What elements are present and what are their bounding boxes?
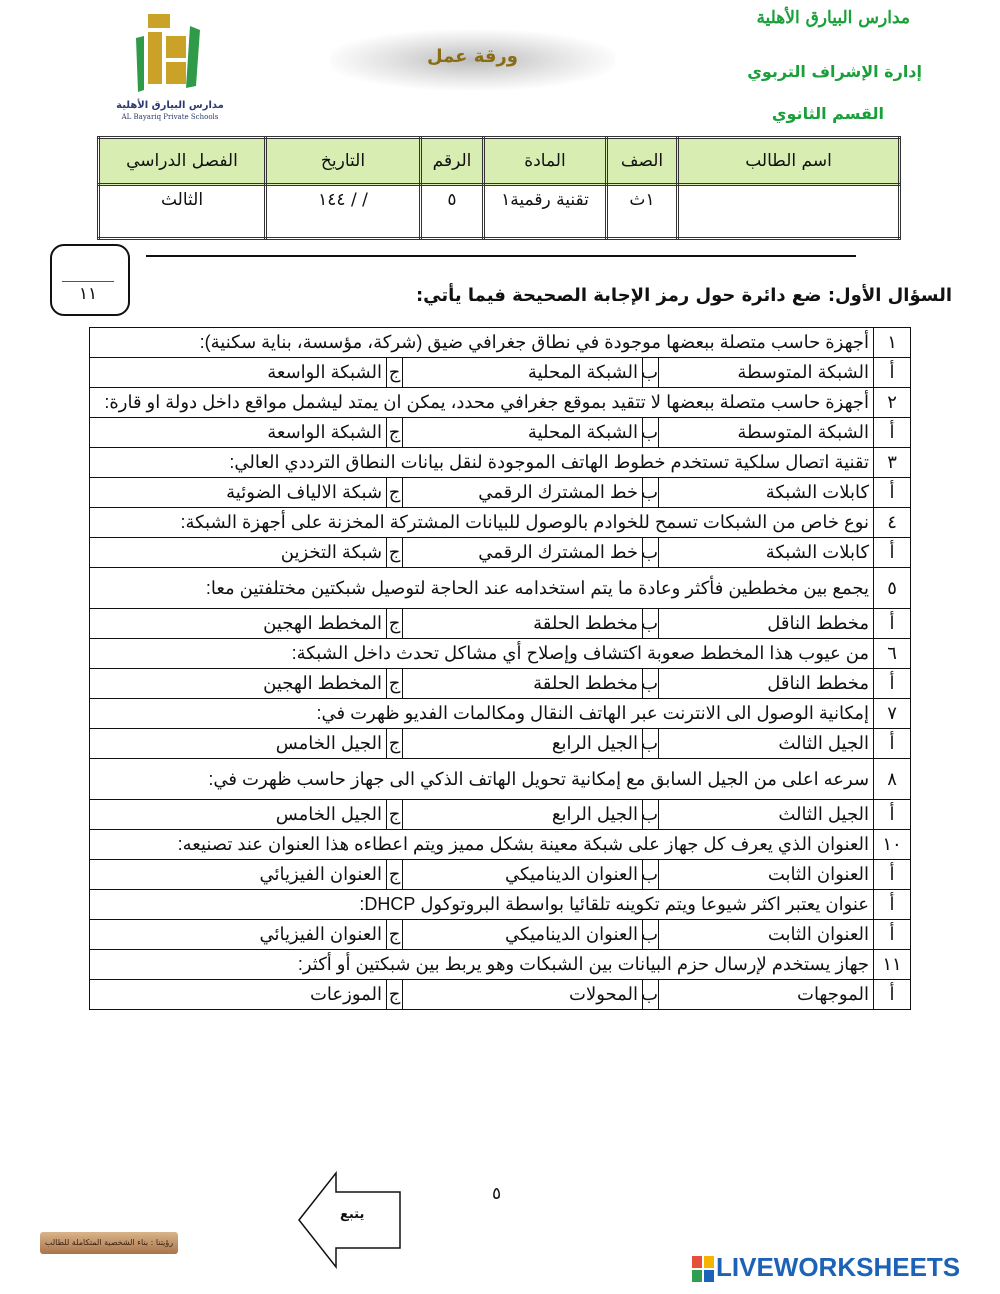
sheet-title: ورقة عمل [427,46,518,67]
next-label[interactable]: يتبع [340,1207,365,1222]
option-letter[interactable]: أ [874,860,911,890]
score-divider [62,281,114,282]
logo-english-text: AL Bayariq Private Schools [121,113,219,121]
question-stem: يجمع بين مخططين فأكثر وعادة ما يتم استخدامه عند الحاجة لتوصيل شبكتين مختلفتين معا: [90,568,874,609]
logo-arabic-text: مدارس البيارق الأهلية [116,100,224,111]
option-text[interactable]: الشبكة الواسعة [90,418,387,448]
question-number: ٤ [874,508,911,538]
option-letter[interactable]: ب [643,669,659,699]
option-text[interactable]: مخطط الحلقة [403,609,643,639]
option-letter[interactable]: أ [874,729,911,759]
option-text[interactable]: الشبكة المتوسطة [659,418,874,448]
question-row [90,448,911,478]
question-number: ٦ [874,639,911,669]
question-stem: أجهزة حاسب متصلة ببعضها موجودة في نطاق جغرافي ضيق (شركة، مؤسسة، بناية سكنية): [90,328,874,358]
question-stem: من عيوب هذا المخطط صعوبة اكتشاف وإصلاح أي مشاكل تحدث داخل الشبكة: [90,639,874,669]
option-letter[interactable]: ج [387,418,403,448]
option-letter[interactable]: ج [387,980,403,1010]
option-letter[interactable]: ب [643,609,659,639]
option-letter[interactable]: أ [874,609,911,639]
option-letter[interactable]: أ [874,800,911,830]
option-letter[interactable]: ج [387,800,403,830]
question-stem: أجهزة حاسب متصلة ببعضها لا تتقيد بموقع جغرافي محدد، يمكن ان يمتد ليشمل مواقع داخل دولة او قارة: [90,388,874,418]
option-letter[interactable]: ب [643,358,659,388]
question-number: ٧ [874,699,911,729]
option-letter[interactable]: ج [387,538,403,568]
question-stem: جهاز يستخدم لإرسال حزم البيانات بين الشبكات وهو يربط بين شبكتين أو أكثر: [90,950,874,980]
question-stem: العنوان الذي يعرف كل جهاز على شبكة معينة بشكل مميز ويتم اعطاءه هذا العنوان عند تصنيعه: [90,830,874,860]
info-header-subject: المادة [484,138,607,185]
option-text[interactable]: الشبكة المحلية [403,358,643,388]
question-number: ٨ [874,759,911,800]
option-text[interactable]: الموجهات [659,980,874,1010]
option-text[interactable]: الجيل الخامس [90,729,387,759]
option-text[interactable]: كابلات الشبكة [659,478,874,508]
info-value-student-name[interactable] [678,185,900,239]
section-name: القسم الثانوي [771,104,884,123]
question-number: ١٠ [874,830,911,860]
question-row [90,699,911,729]
department-name: إدارة الإشراف التربوي [747,62,922,81]
option-text[interactable]: الجيل الرابع [403,800,643,830]
option-text[interactable]: الشبكة المتوسطة [659,358,874,388]
option-letter[interactable]: أ [874,478,911,508]
questions-table [89,327,911,1010]
option-letter[interactable]: ج [387,920,403,950]
option-text[interactable]: العنوان الديناميكي [403,860,643,890]
answer-row [90,800,911,830]
info-value-term: الثالث [99,185,266,239]
option-text[interactable]: الجيل الرابع [403,729,643,759]
score-total: ١١ [78,284,98,304]
info-header-student-name: اسم الطالب [678,138,900,185]
school-name: مدارس البيارق الأهلية [756,8,910,28]
question-row [90,568,911,609]
answer-row [90,358,911,388]
option-letter[interactable]: ج [387,609,403,639]
liveworksheets-brand: LIVEWORKSHEETS [716,1252,961,1282]
question-number: ١١ [874,950,911,980]
vision-slogan: رؤيتنا : بناء الشخصية المتكاملة للطالب [40,1232,178,1254]
info-value-grade: ١ث [607,185,678,239]
info-value-subject: تقنية رقمية١ [484,185,607,239]
question-row [90,759,911,800]
option-letter[interactable]: ب [643,478,659,508]
question-number: ٢ [874,388,911,418]
question-number: ١ [874,328,911,358]
option-text[interactable]: العنوان الثابت [659,920,874,950]
student-info-table [97,136,901,240]
question-stem: تقنية اتصال سلكية تستخدم خطوط الهاتف الموجودة لنقل بيانات النطاق الترددي العالي: [90,448,874,478]
answer-row [90,538,911,568]
question-stem: عنوان يعتبر اكثر شيوعا ويتم تكوينه تلقائيا بواسطة البروتوكول DHCP: [90,890,874,920]
option-text[interactable]: الجيل الثالث [659,729,874,759]
option-letter[interactable]: ج [387,478,403,508]
option-letter[interactable]: ج [387,860,403,890]
option-text[interactable]: خط المشترك الرقمي [403,538,643,568]
question-stem: سرعه اعلى من الجيل السابق مع إمكانية تحويل الهاتف الذكي الى جهاز حاسب ظهرت في: [90,759,874,800]
question-row [90,388,911,418]
question-number: ٥ [874,568,911,609]
answer-row [90,860,911,890]
option-text[interactable]: شبكة الالياف الضوئية [90,478,387,508]
liveworksheets-logo-icon [692,1256,714,1282]
option-text[interactable]: العنوان الفيزيائي [90,860,387,890]
question-number: أ [874,890,911,920]
option-letter[interactable]: أ [874,538,911,568]
option-letter[interactable]: أ [874,980,911,1010]
option-text[interactable]: مخطط الحلقة [403,669,643,699]
option-text[interactable]: خط المشترك الرقمي [403,478,643,508]
answer-row [90,478,911,508]
option-letter[interactable]: أ [874,418,911,448]
option-text[interactable]: المخطط الهجين [90,609,387,639]
option-letter[interactable]: ب [643,538,659,568]
question-stem: نوع خاص من الشبكات تسمح للخوادم بالوصول للبيانات المشتركة المخزنة على أجهزة الشبكة: [90,508,874,538]
option-letter[interactable]: ب [643,800,659,830]
option-letter[interactable]: ج [387,358,403,388]
question-row [90,950,911,980]
option-text[interactable]: الموزعات [90,980,387,1010]
option-letter[interactable]: ب [643,980,659,1010]
option-text[interactable]: الشبكة المحلية [403,418,643,448]
question-row [90,508,911,538]
question-title: السؤال الأول: ضع دائرة حول رمز الإجابة الصحيحة فيما يأتي: [415,285,952,306]
option-letter[interactable]: ج [387,729,403,759]
info-value-number: ٥ [421,185,484,239]
option-text[interactable]: كابلات الشبكة [659,538,874,568]
option-letter[interactable]: أ [874,920,911,950]
option-text[interactable]: العنوان الديناميكي [403,920,643,950]
answer-row [90,669,911,699]
option-text[interactable]: العنوان الفيزيائي [90,920,387,950]
option-letter[interactable]: أ [874,669,911,699]
option-text[interactable]: مخطط الناقل [659,609,874,639]
name-line [146,255,856,257]
option-text[interactable]: المحولات [403,980,643,1010]
question-stem: إمكانية الوصول الى الانترنت عبر الهاتف النقال ومكالمات الفديو ظهرت في: [90,699,874,729]
option-text[interactable]: العنوان الثابت [659,860,874,890]
answer-row [90,609,911,639]
question-number: ٣ [874,448,911,478]
info-header-date: التاريخ [266,138,421,185]
question-row [90,890,911,920]
answer-row [90,418,911,448]
option-text[interactable]: شبكة التخزين [90,538,387,568]
info-header-grade: الصف [607,138,678,185]
info-value-date: / / ١٤٤ [266,185,421,239]
info-header-term: الفصل الدراسي [99,138,266,185]
question-row [90,830,911,860]
option-text[interactable]: مخطط الناقل [659,669,874,699]
info-header-number: الرقم [421,138,484,185]
option-text[interactable]: المخطط الهجين [90,669,387,699]
answer-row [90,729,911,759]
score-box [50,244,130,316]
option-text[interactable]: الجيل الثالث [659,800,874,830]
option-letter[interactable]: ب [643,418,659,448]
answer-row [90,920,911,950]
question-row [90,328,911,358]
answer-row [90,980,911,1010]
option-letter[interactable]: ج [387,669,403,699]
option-letter[interactable]: ب [643,920,659,950]
page-number: ٥ [492,1184,502,1204]
option-letter[interactable]: ب [643,729,659,759]
option-letter[interactable]: أ [874,358,911,388]
option-text[interactable]: الجيل الخامس [90,800,387,830]
option-letter[interactable]: ب [643,860,659,890]
option-text[interactable]: الشبكة الواسعة [90,358,387,388]
question-row [90,639,911,669]
